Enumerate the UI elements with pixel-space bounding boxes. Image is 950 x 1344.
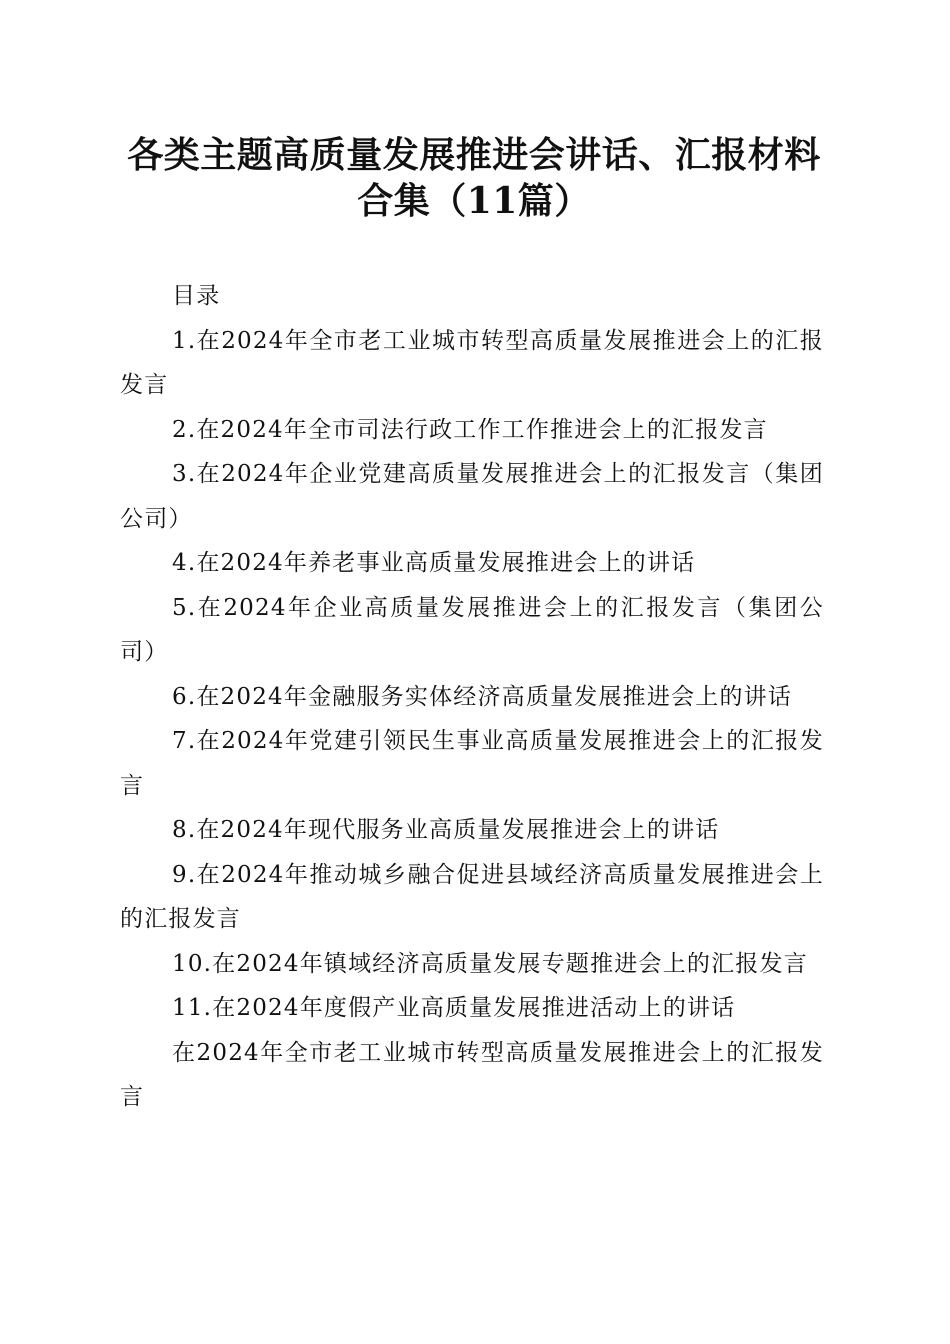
toc-item: 5.在2024年企业高质量发展推进会上的汇报发言（集团公司）: [120, 594, 824, 665]
toc-item: 11.在2024年度假产业高质量发展推进活动上的讲话: [172, 995, 736, 1021]
toc-item: 2.在2024年全市司法行政工作工作推进会上的汇报发言: [172, 416, 768, 443]
toc-item: 4.在2024年养老事业高质量发展推进会上的讲话: [172, 550, 696, 576]
toc-item: 7.在2024年党建引领民生事业高质量发展推进会上的汇报发言: [120, 728, 824, 799]
document-body: [120, 274, 824, 1120]
toc-item: 8.在2024年现代服务业高质量发展推进会上的讲话: [172, 817, 720, 843]
section-title: 在2024年全市老工业城市转型高质量发展推进会上的汇报发言: [120, 1039, 824, 1110]
document-title: 各类主题高质量发展推进会讲话、汇报材料合集（11篇）: [127, 134, 821, 222]
toc-item: 10.在2024年镇域经济高质量发展专题推进会上的汇报发言: [172, 950, 808, 977]
toc-heading: 目录: [172, 283, 221, 309]
toc-item: 9.在2024年推动城乡融合促进县域经济高质量发展推进会上的汇报发言: [120, 861, 824, 932]
toc-item: 6.在2024年金融服务实体经济高质量发展推进会上的讲话: [172, 683, 793, 710]
toc-item: 3.在2024年企业党建高质量发展推进会上的汇报发言（集团公司）: [120, 461, 824, 532]
toc-item: 1.在2024年全市老工业城市转型高质量发展推进会上的汇报发言: [120, 327, 824, 398]
